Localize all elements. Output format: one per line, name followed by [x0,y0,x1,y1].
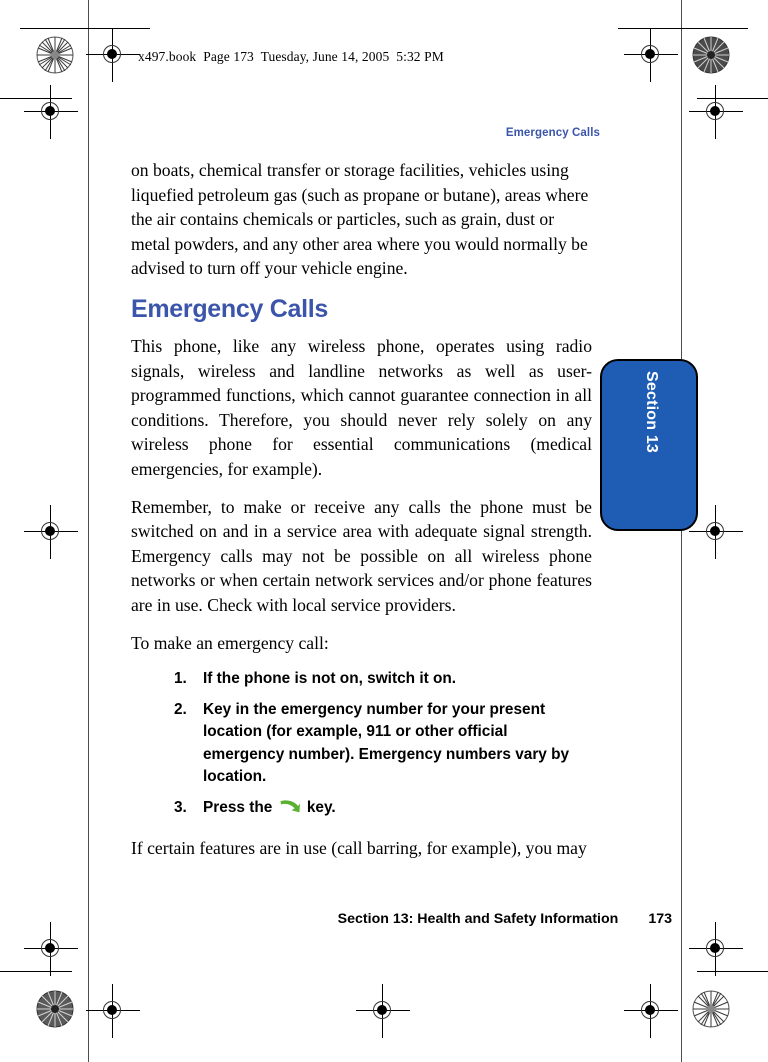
text-column [131,158,592,874]
trim-mark-top-right [618,28,748,29]
step-text-after-icon: key. [306,798,336,816]
paragraph-intro: on boats, chemical transfer or storage facilities, vehicles using liquefied petroleum gas (such as propane or butane), areas where the air contains chemicals or particles, such as grain, dust or metal powders, and any other area where you would normally be advised to turn off your vehicle engine. [131,160,589,279]
registration-target-lower-left [34,932,68,966]
registration-target-upper-left [34,95,68,129]
page-number: 173 [648,911,672,927]
page-title: Emergency Calls [131,294,328,323]
steps-lead-in: To make an emergency call: [131,632,329,653]
registration-target-top-right [634,38,668,72]
paragraph-closing: If certain features are in use (call barring, for example), you may [131,838,587,859]
trim-mark-lower-left [0,971,72,972]
color-rosette-top-right [692,36,730,74]
paragraph-two: Remember, to make or receive any calls the phone must be switched on and in a service area with adequate signal strength. Emergency calls may not be possible on all wireless phone networks or when certain network services and/or phone features are in use. Check with local service providers. [131,496,592,615]
running-header: Emergency Calls [505,127,600,139]
section-tab-label: Section 13 [643,371,660,454]
step-text: Key in the emergency number for your present location (for example, 911 or other official emergency number). Emergency numbers vary by location. [203,700,570,786]
send-call-key-icon [279,799,301,824]
step-number: 2. [174,700,187,718]
footer-title: Section 13: Health and Safety Information [337,911,619,927]
registration-target-lower-right [699,932,733,966]
step-text: If the phone is not on, switch it on. [203,670,457,688]
registration-target-middle-left [34,515,68,549]
emergency-call-steps [131,668,592,823]
registration-target-bottom-left [96,994,130,1028]
registration-target-top-left [96,38,130,72]
trim-mark-top-left [20,28,150,29]
trim-mark-lower-right [697,971,768,972]
step-number: 3. [174,798,187,816]
page-footer [131,911,672,927]
step-number: 1. [174,670,187,688]
registration-target-middle-right [699,515,733,549]
registration-target-bottom-right [634,994,668,1028]
trim-line-left [88,0,89,1062]
list-item [131,668,592,691]
book-file-line: x497.book Page 173 Tuesday, June 14, 2005 5:32 PM [138,49,444,64]
list-item [131,699,592,789]
color-rosette-bottom-right [692,990,730,1028]
header-rule [131,146,600,147]
step-text-before-icon: Press the [203,798,273,816]
paragraph-one: This phone, like any wireless phone, operates using radio signals, wireless and landline networks as well as user-programmed functions, which cannot guarantee connection in all conditions. Therefore, you should never rely solely on any wireless phone for essential communications (medical emergencies, for example). [131,335,592,479]
section-thumb-tab [600,359,698,531]
footer-rule [131,899,672,900]
registration-target-bottom-center [366,994,400,1028]
registration-target-upper-right [699,95,733,129]
color-rosette-top-left [36,36,74,74]
color-rosette-bottom-left [36,990,74,1028]
list-item [131,797,592,824]
